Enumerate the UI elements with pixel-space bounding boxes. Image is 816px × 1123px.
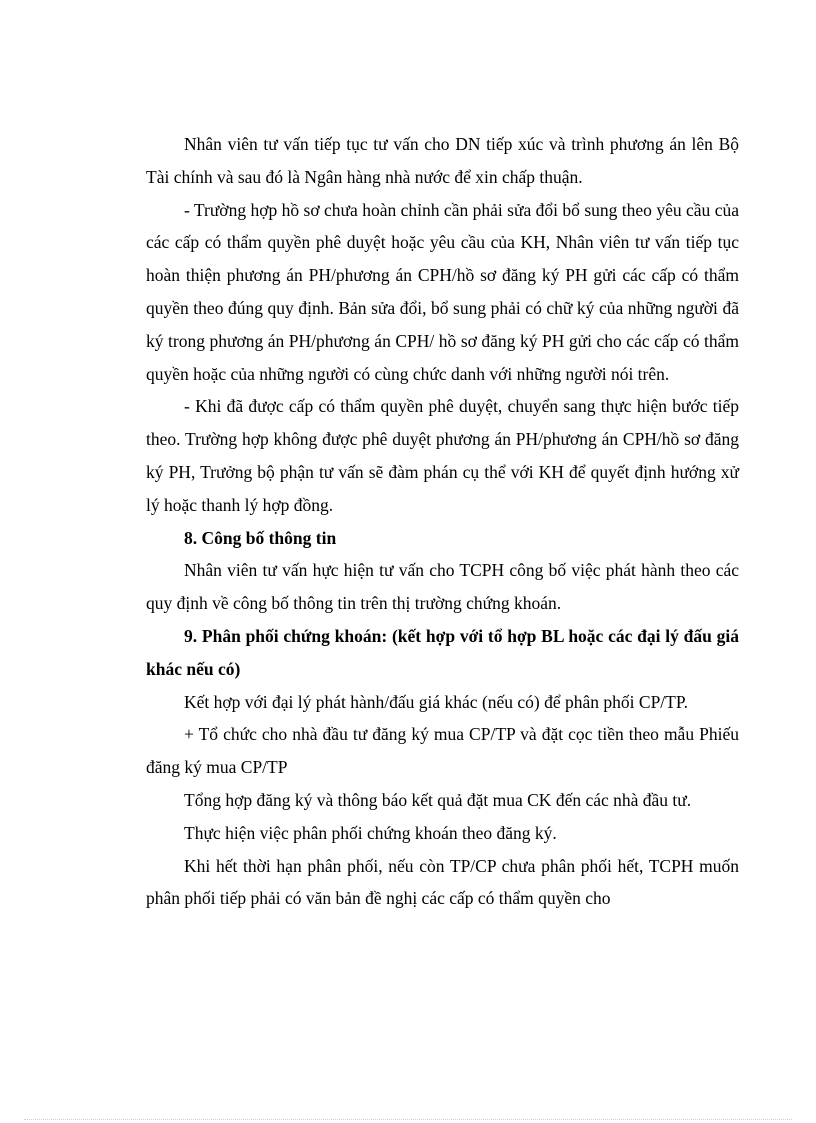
paragraph: - Trường hợp hồ sơ chưa hoàn chỉnh cần phải sửa đổi bổ sung theo yêu cầu của các cấp có thẩm quyền phê duyệt hoặc yêu cầu của KH, Nhân viên tư vấn tiếp tục hoàn thiện phương án PH/phương án CPH/hồ sơ đăng ký PH gửi các cấp có thẩm quyền theo đúng quy định. Bản sửa đổi, bổ sung phải có chữ ký của những người đã ký trong phương án PH/phương án CPH/ hồ sơ đăng ký PH gửi cho các cấp có thẩm quyền hoặc của những người có cùng chức danh với những người nói trên. [146, 199, 739, 384]
paragraph: Nhân viên tư vấn tiếp tục tư vấn cho DN tiếp xúc và trình phương án lên Bộ Tài chính và sau đó là Ngân hàng nhà nước để xin chấp thuận. [146, 134, 739, 187]
paragraph: Khi hết thời hạn phân phối, nếu còn TP/CP chưa phân phối hết, TCPH muốn phân phối tiếp phải có văn bản đề nghị các cấp có thẩm quyền cho [146, 855, 739, 909]
document-page [146, 128, 739, 915]
section-heading: 8. Công bố thông tin [184, 527, 337, 548]
section-heading: 9. Phân phối chứng khoán: (kết hợp với tổ hợp BL hoặc các đại lý đấu giá khác nếu có) [146, 625, 739, 679]
paragraph: + Tổ chức cho nhà đầu tư đăng ký mua CP/TP và đặt cọc tiền theo mẫu Phiếu đăng ký mua CP/TP [146, 724, 739, 778]
paragraph: - Khi đã được cấp có thẩm quyền phê duyệt, chuyển sang thực hiện bước tiếp theo. Trường hợp không được phê duyệt phương án PH/phương án CPH/hồ sơ đăng ký PH, Trưởng bộ phận tư vấn sẽ đàm phán cụ thể với KH để quyết định hướng xử lý hoặc thanh lý hợp đồng. [146, 396, 739, 515]
page-bottom-divider [24, 1119, 792, 1120]
paragraph: Thực hiện việc phân phối chứng khoán theo đăng ký. [184, 822, 557, 843]
paragraph: Kết hợp với đại lý phát hành/đấu giá khác (nếu có) để phân phối CP/TP. [184, 691, 689, 712]
paragraph: Tổng hợp đăng ký và thông báo kết quả đặt mua CK đến các nhà đầu tư. [184, 789, 692, 810]
paragraph: Nhân viên tư vấn hực hiện tư vấn cho TCPH công bố việc phát hành theo các quy định về công bố thông tin trên thị trường chứng khoán. [146, 560, 739, 614]
